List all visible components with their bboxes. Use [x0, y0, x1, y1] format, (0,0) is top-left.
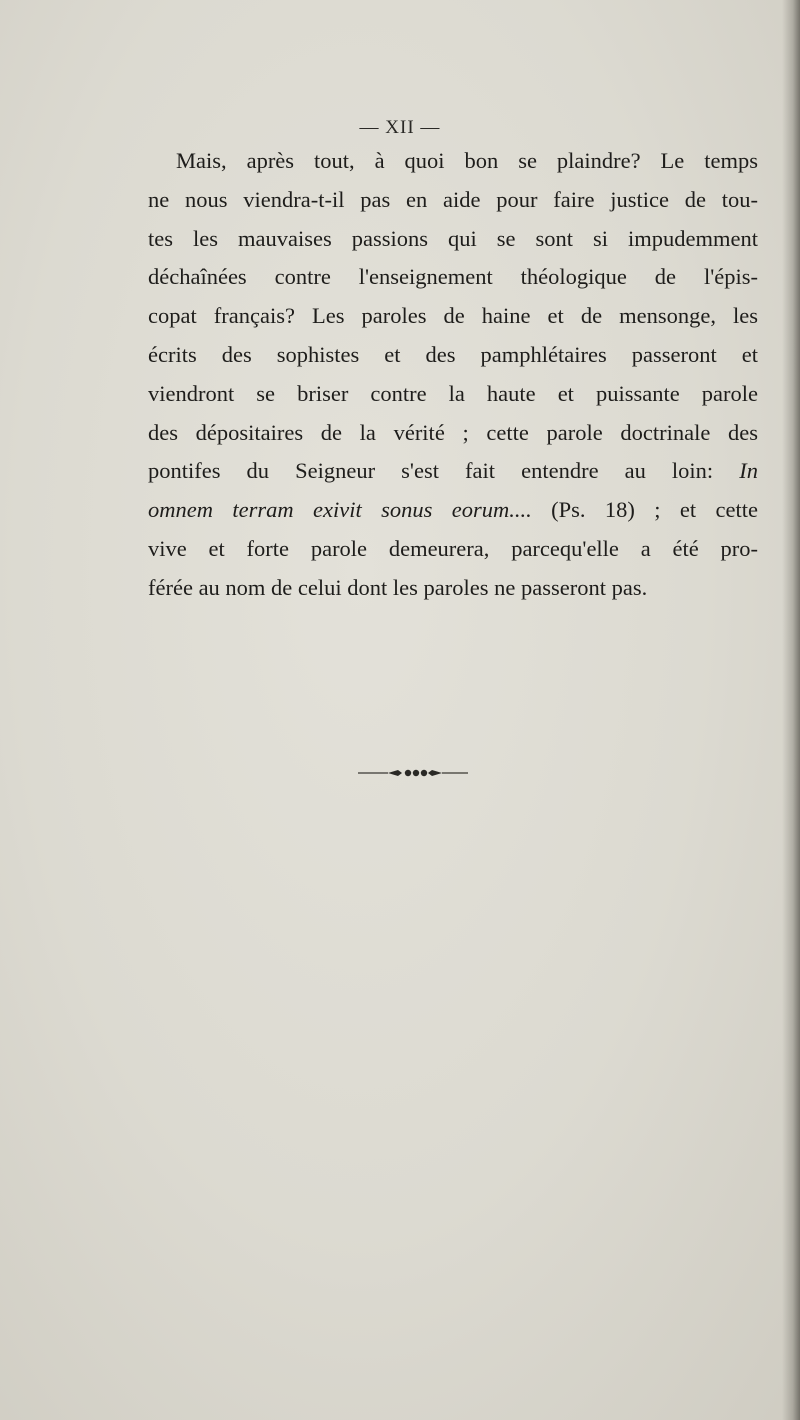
body-paragraph: [148, 142, 758, 608]
text-line: Mais, après tout, à quoi bon se plaindre? Le temps: [176, 148, 758, 173]
page-number-header: — XII —: [359, 117, 441, 138]
text-line: vive et forte parole demeurera, parcequ'elle a été pro-: [148, 535, 758, 561]
text-line: écrits des sophistes et des pamphlétaires passeront et: [148, 341, 758, 367]
text-line: tes les mauvaises passions qui se sont si impudemment: [148, 225, 758, 251]
text-line: copat français? Les paroles de haine et de mensonge, les: [148, 303, 758, 329]
text-line-with-italic: [148, 491, 758, 530]
text-line: viendront se briser contre la haute et puissante parole: [148, 380, 758, 406]
text-line: ne nous viendra-t-il pas en aide pour faire justice de tou-: [148, 186, 758, 212]
text-line: déchaînées contre l'enseignement théologique de l'épis-: [148, 264, 758, 290]
latin-quote-start: In: [739, 458, 759, 484]
text-line: férée au nom de celui dont les paroles ne passeront pas.: [148, 574, 648, 600]
end-ornament-icon: [358, 766, 468, 780]
text-segment: (Ps. 18) ; et cette: [531, 497, 758, 523]
text-line-with-italic: [148, 452, 758, 491]
page-edge-shadow: [782, 0, 800, 1420]
latin-quote: omnem terram exivit sonus eorum....: [148, 497, 532, 523]
text-line: des dépositaires de la vérité ; cette parole doctrinale des: [148, 419, 758, 445]
text-segment: pontifes du Seigneur s'est fait entendre au loin:: [148, 458, 714, 484]
